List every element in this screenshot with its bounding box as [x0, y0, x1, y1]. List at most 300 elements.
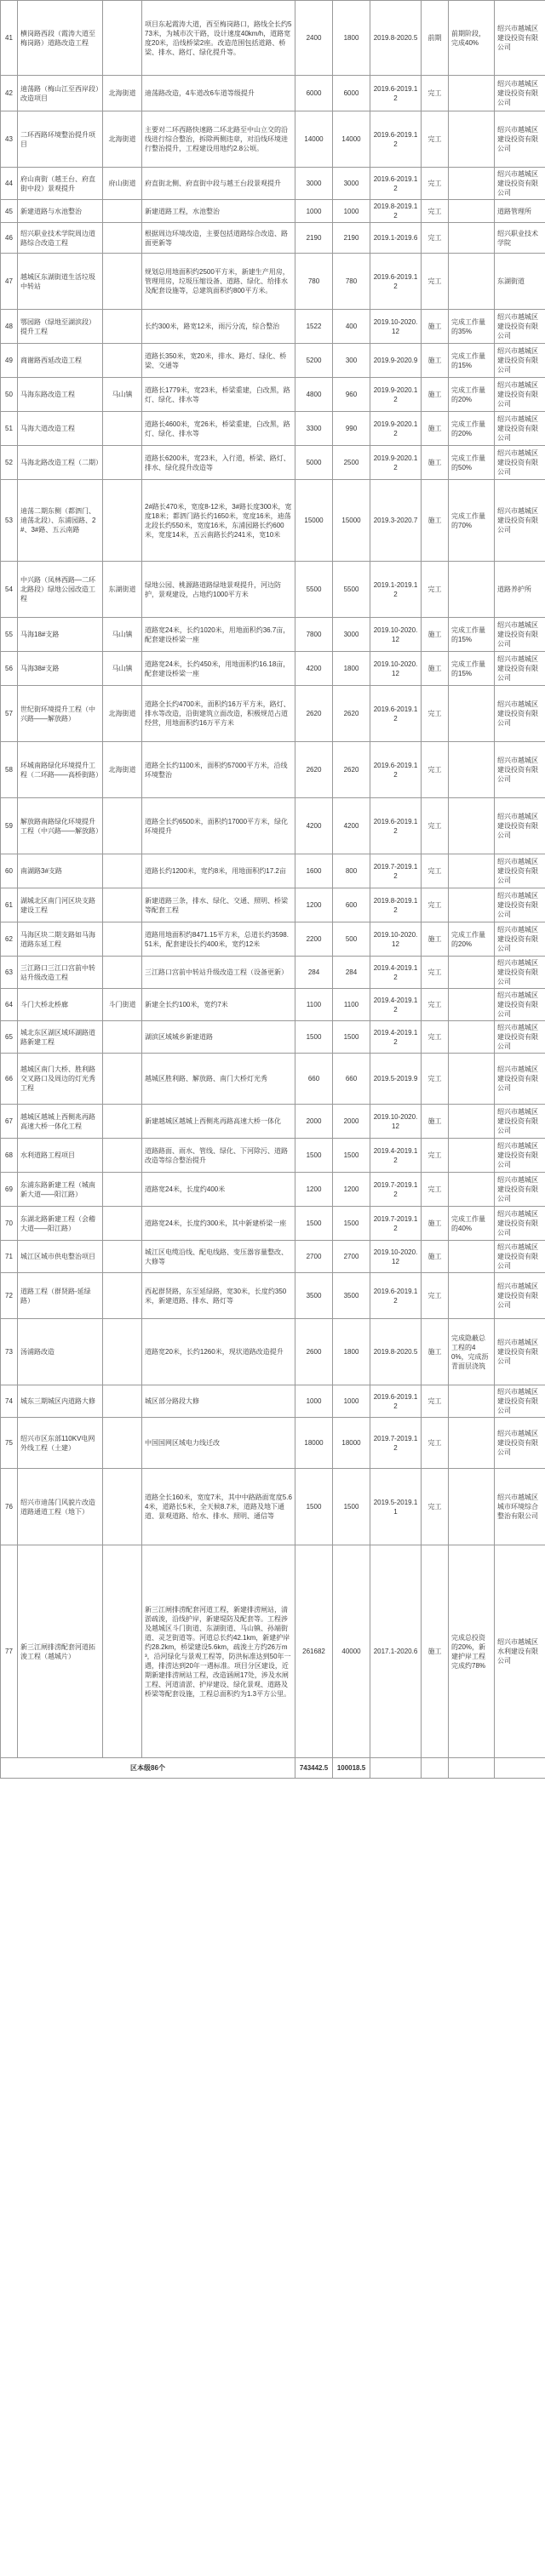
total-investment-cell: 660 [295, 1054, 333, 1105]
total-investment-cell: 2200 [295, 922, 333, 957]
project-name-cell: 道路工程（群贤路-延绿路） [18, 1273, 103, 1319]
construction-period-cell: 2019.9-2020.9 [370, 344, 422, 378]
progress-stage-cell: 完工 [422, 957, 449, 989]
owner-unit-cell: 绍兴市越城区建设投资有限公司 [495, 652, 545, 686]
progress-stage-cell: 完工 [422, 1021, 449, 1054]
row-number-cell: 72 [1, 1273, 18, 1319]
table-row [1, 618, 545, 652]
town-street-cell [103, 480, 142, 562]
construction-period-cell: 2019.7-2019.12 [370, 1207, 422, 1241]
construction-period-cell: 2019.5-2019.9 [370, 1054, 422, 1105]
owner-unit-cell: 绍兴市越城区建设投资有限公司 [495, 412, 545, 446]
construction-content-cell: 新三江闸排涝配套河道工程，新建排涝闸站，清淤疏浚，沿线护岸，新建堤防及配套等。工程涉及越城区斗门街道、东湖街道、马山镇、孙端街道、灵芝街道等。河道总长约42.1km，新建护岸约28.2km，桥梁建设5.6km，疏浚土方约26万m³，沿河绿化与景观工程等，防洪标准达到50年一遇，排涝达到20年一遇标准。项目分区建设，近期新建排涝闸站工程，改造涵闸17处，涉及水闸工程、河道清淤、护岸建设、绿化景观、道路及桥梁等配套设施，工程总面积约为1.3平方公里。 [142, 1545, 295, 1758]
owner-unit-cell: 绍兴市越城区建设投资有限公司 [495, 1173, 545, 1207]
progress-status-cell: 完成工作量的15% [449, 618, 495, 652]
row-number-cell: 46 [1, 223, 18, 254]
project-name-cell: 越城区南门大桥、胜利路交叉路口及周边的灯光秀工程 [18, 1054, 103, 1105]
project-name-cell: 解放路南路绿化环境提升工程（中兴路——解放路） [18, 798, 103, 854]
progress-stage-cell: 施工 [422, 344, 449, 378]
table-row [1, 111, 545, 168]
construction-content-cell: 迪荡路改造，4车道改6车道等级提升 [142, 76, 295, 111]
project-name-cell: 城北东区湖区域环湖路道路新建工程 [18, 1021, 103, 1054]
total-investment-cell: 15000 [295, 480, 333, 562]
construction-content-cell: 规划总用地面积约2500平方米，新建生产用房，管理用房，垃圾压缩设备、道路、绿化、给排水及配套设施等，总建筑面积约800平方米。 [142, 254, 295, 310]
table-row [1, 1105, 545, 1139]
construction-period-cell: 2019.4-2019.12 [370, 1021, 422, 1054]
row-number-cell: 43 [1, 111, 18, 168]
progress-status-cell: 完成工作量的50% [449, 446, 495, 480]
progress-status-cell: 完成工作量的40% [449, 1207, 495, 1241]
construction-content-cell: 道路长约1200米，宽约8米，用地面积约17.2亩 [142, 854, 295, 888]
construction-period-cell: 2019.6-2019.12 [370, 254, 422, 310]
row-number-cell: 62 [1, 922, 18, 957]
town-street-cell: 北海街道 [103, 742, 142, 798]
annual-investment-cell: 284 [333, 957, 370, 989]
progress-stage-cell: 完工 [422, 1173, 449, 1207]
owner-unit-cell: 绍兴市越城区建设投资有限公司 [495, 344, 545, 378]
town-street-cell [103, 1385, 142, 1418]
total-investment-cell: 1600 [295, 854, 333, 888]
progress-stage-cell: 完工 [422, 742, 449, 798]
construction-content-cell: 新建全长约100米，宽约7米 [142, 989, 295, 1021]
construction-period-cell: 2019.9-2020.12 [370, 446, 422, 480]
row-number-cell: 41 [1, 1, 18, 76]
summary-label: 区本级86个 [1, 1758, 295, 1779]
owner-unit-cell: 绍兴市越城区建设投资有限公司 [495, 1054, 545, 1105]
project-name-cell: 迪荡二期东侧（都泗门、迪荡北段）、东浦园路、2#、3#路、五云南路 [18, 480, 103, 562]
table-row [1, 854, 545, 888]
total-investment-cell: 1500 [295, 1139, 333, 1173]
annual-investment-cell: 1000 [333, 200, 370, 223]
table-row [1, 922, 545, 957]
town-street-cell: 斗门街道 [103, 989, 142, 1021]
table-row [1, 310, 545, 344]
table-row [1, 1319, 545, 1385]
construction-period-cell: 2019.6-2019.12 [370, 1273, 422, 1319]
town-street-cell [103, 1207, 142, 1241]
total-investment-cell: 2620 [295, 742, 333, 798]
town-street-cell [103, 1545, 142, 1758]
total-investment-cell: 2400 [295, 1, 333, 76]
project-name-cell: 中兴路（凤林西路—二环北路段）绿地公园改造工程 [18, 562, 103, 618]
project-name-cell: 水利道路工程项目 [18, 1139, 103, 1173]
town-street-cell [103, 310, 142, 344]
owner-unit-cell: 绍兴市越城区建设投资有限公司 [495, 1319, 545, 1385]
construction-period-cell: 2019.8-2019.12 [370, 200, 422, 223]
project-name-cell: 府山南街（越王台、府直街中段）景观提升 [18, 168, 103, 200]
progress-stage-cell: 完工 [422, 686, 449, 742]
progress-stage-cell: 完工 [422, 1385, 449, 1418]
row-number-cell: 74 [1, 1385, 18, 1418]
summary-empty-cell [422, 1758, 449, 1779]
total-investment-cell: 2190 [295, 223, 333, 254]
total-investment-cell: 4800 [295, 378, 333, 412]
project-name-cell: 湖城北区南门河区块支路建设工程 [18, 888, 103, 922]
row-number-cell: 66 [1, 1054, 18, 1105]
total-investment-cell: 5500 [295, 562, 333, 618]
table-row [1, 1241, 545, 1273]
progress-status-cell: 完成工作量的35% [449, 310, 495, 344]
owner-unit-cell: 道路养护所 [495, 562, 545, 618]
row-number-cell: 67 [1, 1105, 18, 1139]
construction-period-cell: 2019.4-2019.12 [370, 989, 422, 1021]
summary-empty-cell [495, 1758, 545, 1779]
owner-unit-cell: 绍兴职业技术学院 [495, 223, 545, 254]
owner-unit-cell: 绍兴市越城区建设投资有限公司 [495, 480, 545, 562]
construction-period-cell: 2019.10-2020.12 [370, 652, 422, 686]
progress-stage-cell: 施工 [422, 412, 449, 446]
annual-investment-cell: 18000 [333, 1418, 370, 1469]
construction-content-cell: 新建道路三条，排水、绿化、交通、照明、桥梁等配套工程 [142, 888, 295, 922]
town-street-cell [103, 798, 142, 854]
owner-unit-cell: 绍兴市越城区建设投资有限公司 [495, 922, 545, 957]
annual-investment-cell: 1500 [333, 1021, 370, 1054]
progress-stage-cell: 完工 [422, 798, 449, 854]
total-investment-cell: 14000 [295, 111, 333, 168]
construction-content-cell: 三江路口宫前中转站升级改造工程（设备更新） [142, 957, 295, 989]
table-row [1, 957, 545, 989]
table-row [1, 686, 545, 742]
row-number-cell: 49 [1, 344, 18, 378]
progress-status-cell [449, 957, 495, 989]
total-investment-cell: 284 [295, 957, 333, 989]
town-street-cell [103, 854, 142, 888]
project-name-cell: 鄂园路（绿地至湖滨段）提升工程 [18, 310, 103, 344]
owner-unit-cell: 绍兴市越城区建设投资有限公司 [495, 446, 545, 480]
town-street-cell: 北海街道 [103, 76, 142, 111]
table-row [1, 742, 545, 798]
owner-unit-cell: 绍兴市越城区建设投资有限公司 [495, 888, 545, 922]
annual-investment-cell: 2620 [333, 686, 370, 742]
project-name-cell: 环城南路绿化环境提升工程（二环路——高桥街路） [18, 742, 103, 798]
town-street-cell [103, 1418, 142, 1469]
progress-status-cell: 完成工作量的20% [449, 412, 495, 446]
progress-stage-cell: 完工 [422, 989, 449, 1021]
summary-empty-cell [370, 1758, 422, 1779]
progress-status-cell [449, 111, 495, 168]
project-name-cell: 新三江闸排涝配套河道拓浚工程（越城片） [18, 1545, 103, 1758]
construction-content-cell: 道路长350米，宽20米，排水、路灯、绿化、桥梁、交通等 [142, 344, 295, 378]
construction-period-cell: 2019.4-2019.12 [370, 957, 422, 989]
summary-row [1, 1758, 545, 1779]
owner-unit-cell: 绍兴市越城区建设投资有限公司 [495, 1273, 545, 1319]
progress-status-cell [449, 200, 495, 223]
progress-status-cell: 完成工作量的15% [449, 344, 495, 378]
total-investment-cell: 4200 [295, 798, 333, 854]
owner-unit-cell: 绍兴市越城区建设投资有限公司 [495, 378, 545, 412]
town-street-cell: 府山街道 [103, 168, 142, 200]
total-investment-cell: 3500 [295, 1273, 333, 1319]
progress-status-cell [449, 798, 495, 854]
total-investment-cell: 261682 [295, 1545, 333, 1758]
total-investment-cell: 1522 [295, 310, 333, 344]
construction-content-cell: 道路宽20米，长约1260米，现状道路改造提升 [142, 1319, 295, 1385]
annual-investment-cell: 300 [333, 344, 370, 378]
row-number-cell: 52 [1, 446, 18, 480]
progress-stage-cell: 完工 [422, 1273, 449, 1319]
table-row [1, 412, 545, 446]
progress-stage-cell: 完工 [422, 76, 449, 111]
construction-content-cell: 湖滨区域城乡新建道路 [142, 1021, 295, 1054]
progress-status-cell [449, 1418, 495, 1469]
progress-status-cell [449, 1173, 495, 1207]
town-street-cell [103, 254, 142, 310]
progress-status-cell [449, 76, 495, 111]
owner-unit-cell: 绍兴市越城区城市环境综合整治有限公司 [495, 1469, 545, 1545]
progress-status-cell [449, 1054, 495, 1105]
construction-content-cell: 道路宽24米，长约1020米，用地面积约36.7亩，配套建设桥梁一座 [142, 618, 295, 652]
owner-unit-cell: 绍兴市越城区建设投资有限公司 [495, 989, 545, 1021]
construction-period-cell: 2019.9-2020.12 [370, 378, 422, 412]
row-number-cell: 69 [1, 1173, 18, 1207]
progress-stage-cell: 施工 [422, 652, 449, 686]
annual-investment-cell: 1500 [333, 1139, 370, 1173]
progress-stage-cell: 完工 [422, 254, 449, 310]
town-street-cell [103, 957, 142, 989]
progress-stage-cell: 施工 [422, 1319, 449, 1385]
project-name-cell: 横岗路西段（霞涛大道至梅岗路）道路改造工程 [18, 1, 103, 76]
construction-content-cell: 主要对二环西路快速路二环北路至中山立交的沿线进行综合整治，拆除两侧违章，对沿线环境进行整治提升，工程建设用地约2.8公顷。 [142, 111, 295, 168]
owner-unit-cell: 绍兴市越城区建设投资有限公司 [495, 854, 545, 888]
progress-status-cell [449, 1139, 495, 1173]
total-investment-cell: 2700 [295, 1241, 333, 1273]
construction-content-cell: 道路用地面积约8471.15平方米，总道长约3598.51米，配套建设长约400米，宽约12米 [142, 922, 295, 957]
row-number-cell: 76 [1, 1469, 18, 1545]
construction-content-cell: 城区部分路段大修 [142, 1385, 295, 1418]
town-street-cell [103, 1319, 142, 1385]
progress-status-cell: 完成隐蔽总工程的40%，完成沥青面层浇筑 [449, 1319, 495, 1385]
row-number-cell: 59 [1, 798, 18, 854]
table-row [1, 1418, 545, 1469]
row-number-cell: 47 [1, 254, 18, 310]
summary-total-invest: 743442.5 [295, 1758, 333, 1779]
progress-status-cell: 完成工作量的20% [449, 378, 495, 412]
annual-investment-cell: 780 [333, 254, 370, 310]
construction-period-cell: 2019.8-2020.5 [370, 1, 422, 76]
annual-investment-cell: 3000 [333, 618, 370, 652]
owner-unit-cell: 道路管理所 [495, 200, 545, 223]
progress-stage-cell: 完工 [422, 888, 449, 922]
table-row [1, 1173, 545, 1207]
progress-stage-cell: 完工 [422, 168, 449, 200]
row-number-cell: 51 [1, 412, 18, 446]
project-name-cell: 南湖路3#支路 [18, 854, 103, 888]
annual-investment-cell: 2620 [333, 742, 370, 798]
row-number-cell: 70 [1, 1207, 18, 1241]
row-number-cell: 58 [1, 742, 18, 798]
row-number-cell: 55 [1, 618, 18, 652]
construction-period-cell: 2019.6-2019.12 [370, 742, 422, 798]
progress-stage-cell: 施工 [422, 1207, 449, 1241]
total-investment-cell: 6000 [295, 76, 333, 111]
town-street-cell: 马山镇 [103, 618, 142, 652]
row-number-cell: 64 [1, 989, 18, 1021]
construction-content-cell: 府直街北侧、府直街中段与越王台段景观提升 [142, 168, 295, 200]
town-street-cell [103, 1105, 142, 1139]
construction-content-cell: 绿地公园、桃源路道路绿地景观提升，河边防护，景观建设，占地约1000平方米 [142, 562, 295, 618]
total-investment-cell: 3300 [295, 412, 333, 446]
project-name-cell: 世纪街环境提升工程（中兴路——解放路） [18, 686, 103, 742]
progress-stage-cell: 完工 [422, 200, 449, 223]
progress-status-cell [449, 1241, 495, 1273]
construction-period-cell: 2019.6-2019.12 [370, 76, 422, 111]
progress-stage-cell: 施工 [422, 446, 449, 480]
construction-content-cell: 新建道路工程，水池整治 [142, 200, 295, 223]
table-row [1, 378, 545, 412]
owner-unit-cell: 绍兴市越城区建设投资有限公司 [495, 111, 545, 168]
table-row [1, 1139, 545, 1173]
construction-content-cell: 道路路面、雨水、管线、绿化、下河除污、道路改造等综合整治提升 [142, 1139, 295, 1173]
construction-period-cell: 2019.3-2020.7 [370, 480, 422, 562]
table-row [1, 200, 545, 223]
town-street-cell [103, 200, 142, 223]
progress-stage-cell: 完工 [422, 1418, 449, 1469]
construction-period-cell: 2019.7-2019.12 [370, 1418, 422, 1469]
construction-content-cell: 道路长6200米，宽23米，入行道，桥梁、路灯、排水、绿化提升改造等 [142, 446, 295, 480]
construction-content-cell: 新建越城区越城上西侧兆再路高速大桥一体化 [142, 1105, 295, 1139]
construction-period-cell: 2019.9-2020.12 [370, 412, 422, 446]
table-row [1, 1207, 545, 1241]
owner-unit-cell: 绍兴市越城区建设投资有限公司 [495, 1, 545, 76]
total-investment-cell: 3000 [295, 168, 333, 200]
progress-stage-cell: 完工 [422, 1469, 449, 1545]
owner-unit-cell: 绍兴市越城区建设投资有限公司 [495, 957, 545, 989]
progress-stage-cell: 施工 [422, 1545, 449, 1758]
town-street-cell [103, 344, 142, 378]
annual-investment-cell: 2700 [333, 1241, 370, 1273]
project-name-cell: 马海38#支路 [18, 652, 103, 686]
total-investment-cell: 1000 [295, 1385, 333, 1418]
progress-status-cell [449, 1105, 495, 1139]
total-investment-cell: 1200 [295, 1173, 333, 1207]
construction-content-cell: 西起群贤路，东至延绿路，宽30米，长度约350米，新建道路、排水、路灯等 [142, 1273, 295, 1319]
project-name-cell: 绍兴市迪荡门风貌片改造道路通道工程（地下） [18, 1469, 103, 1545]
project-name-cell: 越城区东湖街道生活垃圾中转站 [18, 254, 103, 310]
table-row [1, 989, 545, 1021]
row-number-cell: 44 [1, 168, 18, 200]
construction-period-cell: 2019.1-2019.6 [370, 223, 422, 254]
progress-stage-cell: 施工 [422, 480, 449, 562]
project-name-cell: 新建道路与水池整治 [18, 200, 103, 223]
progress-stage-cell: 施工 [422, 618, 449, 652]
construction-content-cell: 项目东起霞涛大道，西至梅岗路口，路线全长约573米，为城市次干路，设计速度40km/h，道路宽度20米，沿线桥梁2座。改造范围包括道路、桥梁、排水、路灯、绿化提升等。 [142, 1, 295, 76]
table-row [1, 562, 545, 618]
total-investment-cell: 2600 [295, 1319, 333, 1385]
project-name-cell: 绍兴职业技术学院周边道路综合改造工程 [18, 223, 103, 254]
progress-status-cell [449, 1021, 495, 1054]
annual-investment-cell: 1800 [333, 652, 370, 686]
owner-unit-cell: 东湖街道 [495, 254, 545, 310]
construction-period-cell: 2019.6-2019.12 [370, 168, 422, 200]
owner-unit-cell: 绍兴市越城区建设投资有限公司 [495, 686, 545, 742]
table-row [1, 168, 545, 200]
project-name-cell: 马海18#支路 [18, 618, 103, 652]
construction-period-cell: 2019.10-2020.12 [370, 618, 422, 652]
construction-content-cell: 道路长4600米，宽26米，桥梁重建，白改黑，路灯、绿化、排水等 [142, 412, 295, 446]
summary-empty-cell [449, 1758, 495, 1779]
construction-period-cell: 2019.4-2019.12 [370, 1139, 422, 1173]
progress-status-cell [449, 888, 495, 922]
construction-content-cell: 中国国网区域电力线迁改 [142, 1418, 295, 1469]
construction-period-cell: 2019.8-2020.5 [370, 1319, 422, 1385]
construction-period-cell: 2019.6-2019.12 [370, 1385, 422, 1418]
town-street-cell [103, 888, 142, 922]
annual-investment-cell: 600 [333, 888, 370, 922]
table-row [1, 480, 545, 562]
construction-period-cell: 2019.1-2019.12 [370, 562, 422, 618]
project-name-cell: 城东三期城区内道路大修 [18, 1385, 103, 1418]
construction-period-cell: 2019.10-2020.12 [370, 922, 422, 957]
row-number-cell: 68 [1, 1139, 18, 1173]
town-street-cell [103, 1021, 142, 1054]
owner-unit-cell: 绍兴市越城区建设投资有限公司 [495, 618, 545, 652]
table-row [1, 1, 545, 76]
annual-investment-cell: 2000 [333, 1105, 370, 1139]
table-row [1, 1469, 545, 1545]
owner-unit-cell: 绍兴市越城区建设投资有限公司 [495, 1105, 545, 1139]
town-street-cell [103, 1139, 142, 1173]
owner-unit-cell: 绍兴市越城区建设投资有限公司 [495, 1021, 545, 1054]
progress-status-cell: 完成工作量的15% [449, 652, 495, 686]
construction-period-cell: 2019.6-2019.12 [370, 111, 422, 168]
town-street-cell [103, 412, 142, 446]
construction-content-cell: 长约300米，路宽12米，雨污分流，综合整治 [142, 310, 295, 344]
construction-period-cell: 2019.8-2019.12 [370, 888, 422, 922]
row-number-cell: 65 [1, 1021, 18, 1054]
row-number-cell: 48 [1, 310, 18, 344]
town-street-cell [103, 922, 142, 957]
table-row [1, 223, 545, 254]
row-number-cell: 53 [1, 480, 18, 562]
owner-unit-cell: 绍兴市越城区水利建设有限公司 [495, 1545, 545, 1758]
total-investment-cell: 18000 [295, 1418, 333, 1469]
table-row [1, 1385, 545, 1418]
total-investment-cell: 1500 [295, 1021, 333, 1054]
owner-unit-cell: 绍兴市越城区建设投资有限公司 [495, 1139, 545, 1173]
town-street-cell [103, 1241, 142, 1273]
annual-investment-cell: 800 [333, 854, 370, 888]
progress-status-cell [449, 562, 495, 618]
project-name-cell: 马海区块二期支路如马海道路东延工程 [18, 922, 103, 957]
total-investment-cell: 1000 [295, 200, 333, 223]
table-row [1, 1054, 545, 1105]
total-investment-cell: 2000 [295, 1105, 333, 1139]
construction-content-cell: 道路全长约4700米，面积约16万平方米，路灯、排水等改造，沿街建筑立面改造，积极规范占道经营，用地面积约16万平方米 [142, 686, 295, 742]
construction-period-cell: 2019.7-2019.12 [370, 854, 422, 888]
progress-stage-cell: 完工 [422, 854, 449, 888]
town-street-cell: 北海街道 [103, 686, 142, 742]
owner-unit-cell: 绍兴市越城区建设投资有限公司 [495, 1418, 545, 1469]
row-number-cell: 57 [1, 686, 18, 742]
row-number-cell: 56 [1, 652, 18, 686]
project-name-cell: 三江路口三江口宫前中转站升级改造工程 [18, 957, 103, 989]
construction-content-cell: 越城区胜利路、解放路、南门大桥灯光秀 [142, 1054, 295, 1105]
town-street-cell [103, 1273, 142, 1319]
progress-status-cell [449, 1273, 495, 1319]
owner-unit-cell: 绍兴市越城区建设投资有限公司 [495, 1241, 545, 1273]
town-street-cell [103, 223, 142, 254]
progress-status-cell: 完成总投资的20%，新建护岸工程完成约78% [449, 1545, 495, 1758]
row-number-cell: 45 [1, 200, 18, 223]
construction-period-cell: 2019.6-2019.12 [370, 798, 422, 854]
town-street-cell: 马山镇 [103, 378, 142, 412]
annual-investment-cell: 14000 [333, 111, 370, 168]
annual-investment-cell: 2500 [333, 446, 370, 480]
progress-status-cell [449, 742, 495, 798]
progress-stage-cell: 完工 [422, 111, 449, 168]
total-investment-cell: 7800 [295, 618, 333, 652]
progress-stage-cell: 完工 [422, 562, 449, 618]
